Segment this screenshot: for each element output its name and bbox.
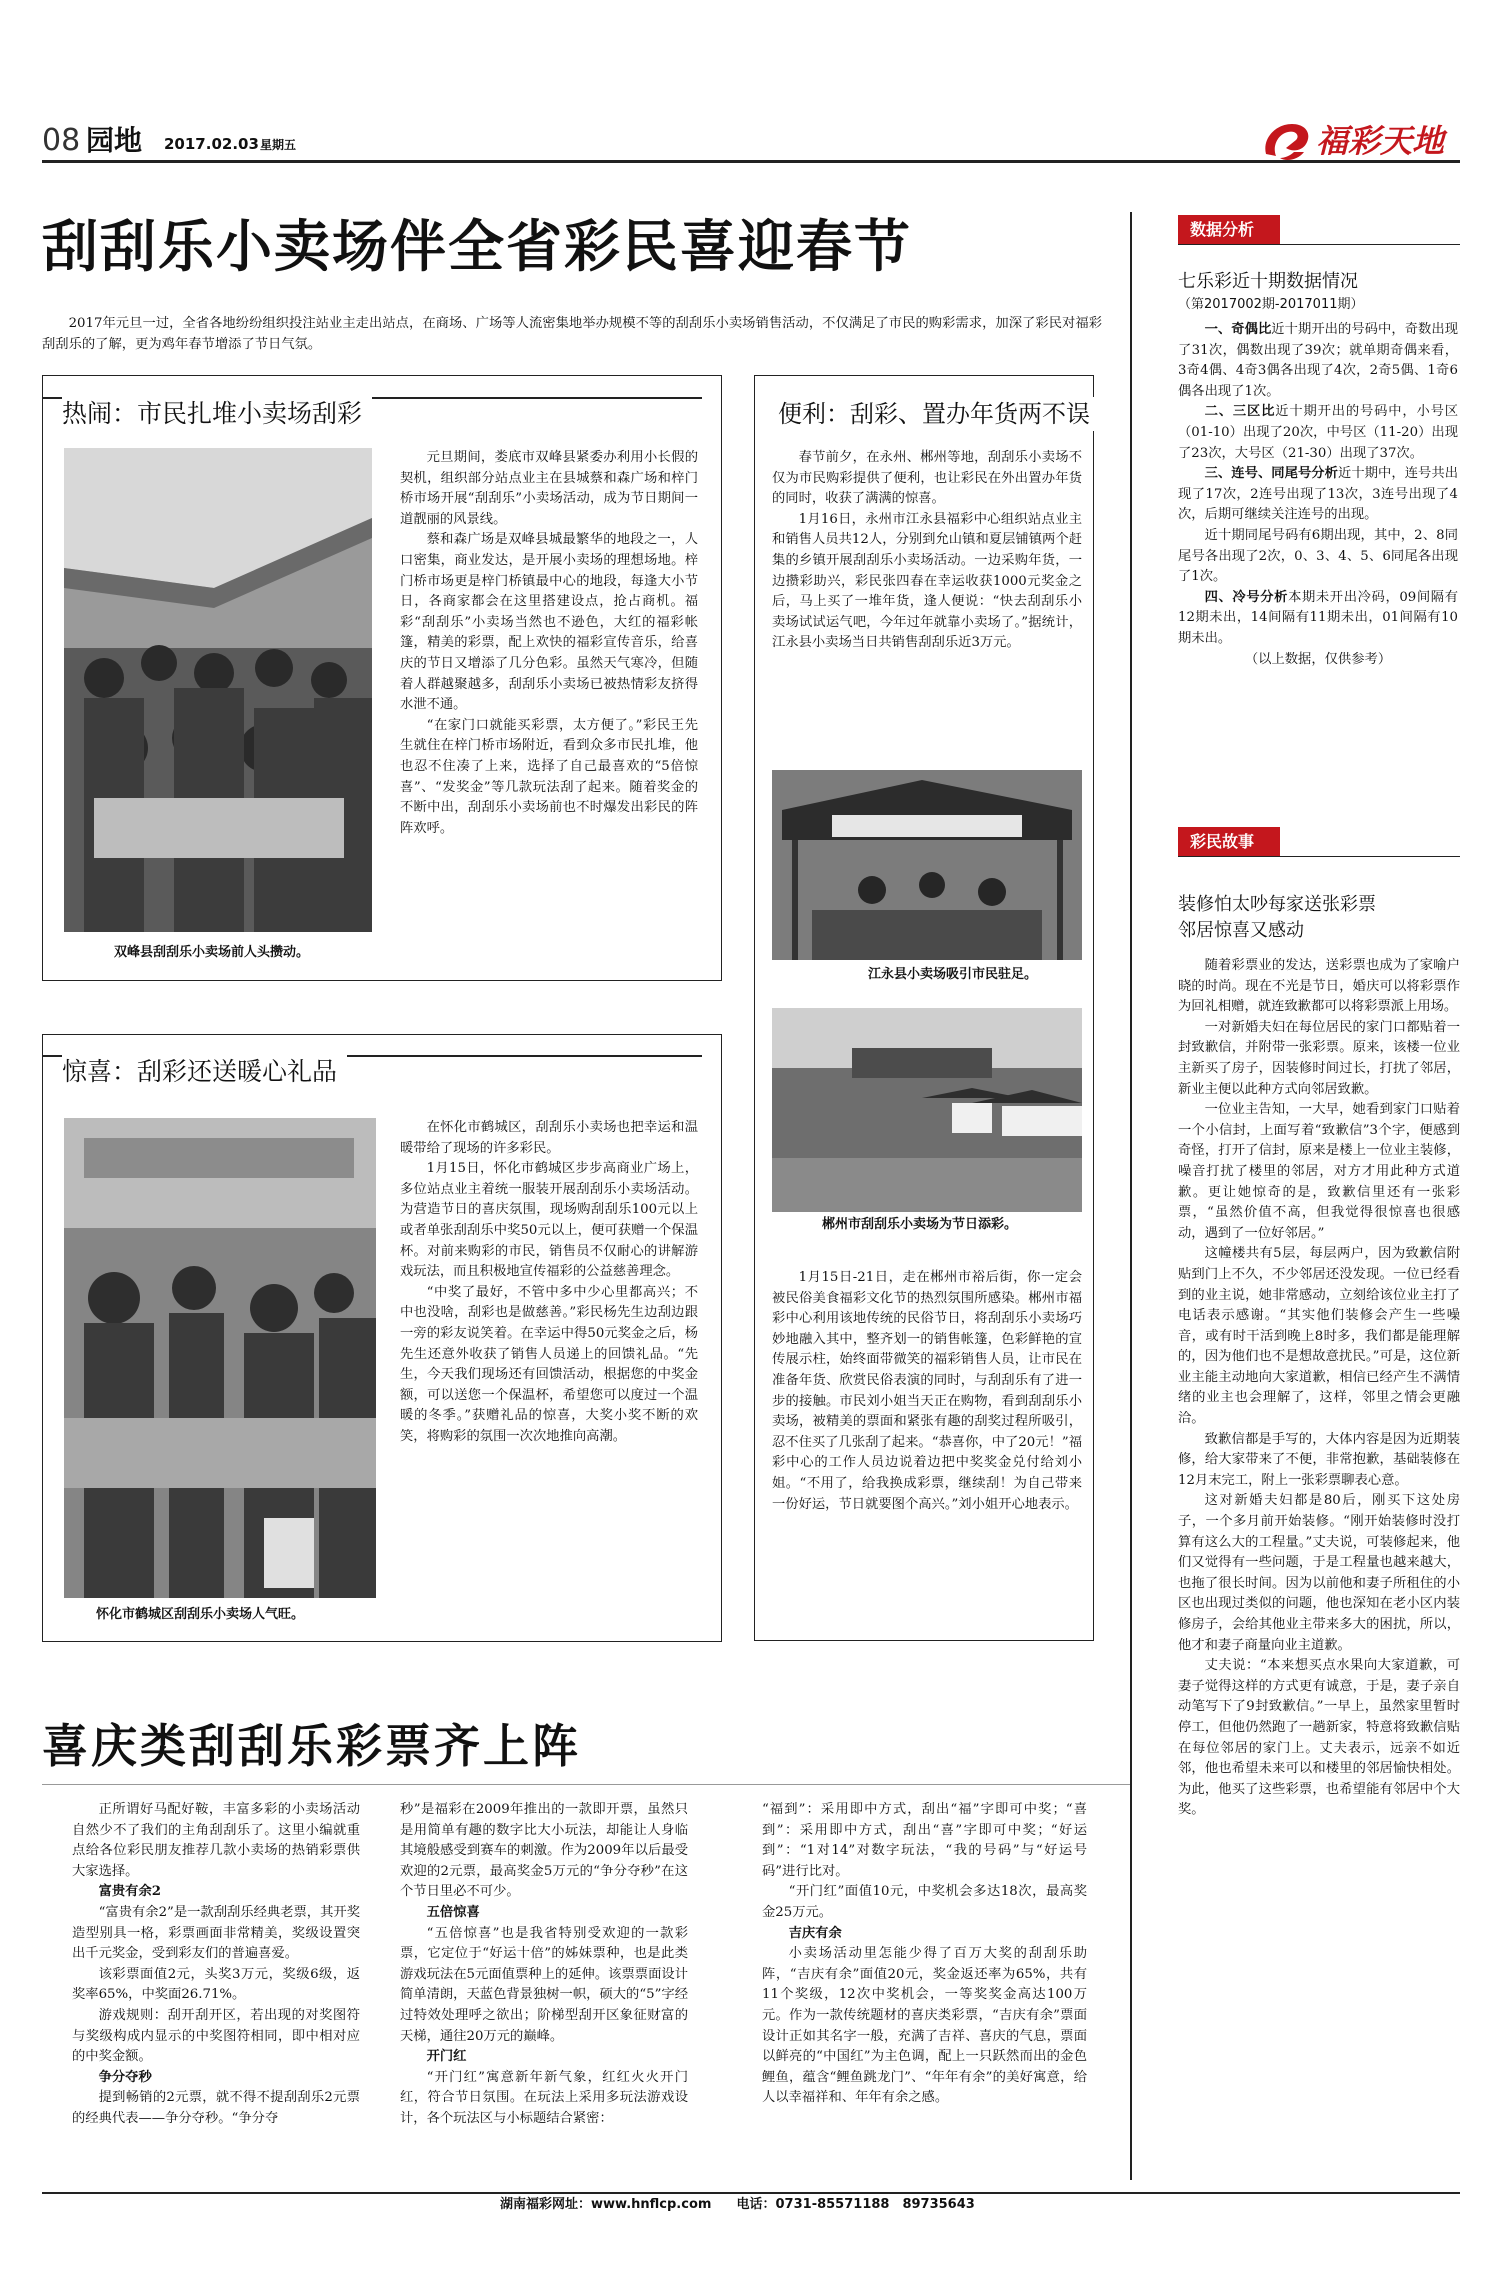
- footer-site-label: 湖南福彩网址：: [500, 2197, 592, 2212]
- caption-huaihua: 怀化市鹤城区刮刮乐小卖场人气旺。: [96, 1607, 305, 1622]
- story-para: 一对新婚夫妇在每位居民的家门口都贴着一封致歉信，并附带一张彩票。原来，该楼一位业主新买了房子，因装修时间过长，打扰了邻居，新业主便以此种方式向邻居致歉。: [1178, 1019, 1460, 1097]
- stat-item: [1178, 402, 1458, 464]
- footer-rule: [42, 2192, 1460, 2194]
- stat-item: [1178, 320, 1458, 402]
- caption-shuangfeng: 双峰县刮刮乐小卖场前人头攒动。: [114, 945, 310, 960]
- story-para: 这幢楼共有5层，每层两户，因为致歉信附贴到门上不久，不少邻居还没发现。一位已经看到的业主说，她非常感动，立刻给该位业主打了电话表示感谢。“其实他们装修会产生一些噪音，或有时干活到晚上8时多，我们都是能理解的，因为他们也不是想故意扰民。”可是，这位新业主能主动地向大家道歉，相信已经产生不满情绪的业主也会理解了，这样，邻里之情会更融洽。: [1178, 1246, 1460, 1427]
- weekday: 星期五: [260, 138, 297, 152]
- photo-huaihua-stall: [64, 1118, 376, 1598]
- box1-text: [400, 448, 698, 956]
- stat-key: 二、三区比: [1204, 404, 1276, 420]
- ticket-name: 争分夺秒: [98, 2069, 152, 2085]
- data-stats: [1178, 320, 1458, 794]
- bottom-para: “开门红”寓意新年新气象，红红火火开门红，符合节日氛围。在玩法上采用多玩法游戏设计，各个玩法区与小标题结合紧密：: [400, 2069, 688, 2126]
- bottom-para: 提到畅销的2元票，就不得不提刮刮乐2元票的经典代表——争分夺秒。“争分夺: [72, 2090, 360, 2126]
- stat-key: 一、奇偶比: [1204, 322, 1272, 337]
- story-para: 致歉信都是手写的，大体内容是因为近期装修，给大家带来了不便，非常抱歉，基础装修在12月末完工，附上一张彩票聊表心意。: [1178, 1431, 1460, 1488]
- headline2-rule: [42, 1784, 1130, 1785]
- story-para: 一位业主告知，一大早，她看到家门口贴着一个小信封，上面写着“致歉信”3个字，便感到奇怪，打开了信封，原来是楼上一位业主装修，噪音打扰了楼里的邻居，对方才用此种方式道歉。更让她惊奇的是，致歉信里还有一张彩票，“虽然价值不高，但我觉得很惊喜也很感动，遇到了一位好邻居。”: [1178, 1102, 1460, 1241]
- caption-jiangyong: 江永县小卖场吸引市民驻足。: [868, 967, 1038, 982]
- tab-underline: [1178, 244, 1460, 245]
- tab-underline: [1178, 856, 1460, 857]
- bottom-para: 秒”是福彩在2009年推出的一款即开票，虽然只是用简单有趣的数字比大小玩法，却能让人身临其境般感受到赛车的刺激。作为2009年以后最受欢迎的2元票，最高奖金5万元的“争分夺秒”在这个节日里必不可少。: [400, 1802, 688, 1900]
- bottom-para: 该彩票面值2元，头奖3万元，奖级6级，返奖率65%，中奖面26.71%。: [72, 1966, 360, 2003]
- stat-value: 近十期同尾号码有6期出现，其中，2、8同尾号各出现了2次，0、3、4、5、6同尾各出现了1次。: [1178, 527, 1458, 585]
- box2-text-b: [772, 1268, 1082, 1624]
- bottom-para: “开门红”面值10元，中奖机会多达18次，最高奖金25万元。: [762, 1884, 1087, 1920]
- footer-site: www.hnflcp.com: [591, 2197, 712, 2212]
- second-headline: 喜庆类刮刮乐彩票齐上阵: [42, 1719, 581, 1773]
- lead-text: 2017年元旦一过，全省各地纷纷组织投注站业主走出站点，在商场、广场等人流密集地举办规模不等的刮刮乐小卖场销售活动，不仅满足了市民的购彩需求，加深了彩民对福彩刮刮乐的了解，更为鸡年春节增添了节日气氛。: [42, 316, 1102, 352]
- stat-item: [1178, 588, 1458, 650]
- bottom-para: “富贵有余2”是一款刮刮乐经典老票，其开奖造型别具一格，彩票画面非常精美，奖级设置突出千元奖金，受到彩友们的普遍喜爱。: [72, 1904, 360, 1962]
- stat-item: [1178, 464, 1458, 526]
- bottom-column-2: [400, 1800, 688, 2182]
- lottery-logo-icon: [1258, 118, 1314, 164]
- lead-paragraph: [42, 313, 1102, 357]
- story-text: [1178, 956, 1460, 2182]
- box1-para: 蔡和森广场是双峰县城最繁华的地段之一，人口密集，商业发达，是开展小卖场的理想场地。梓门桥市场更是梓门桥镇最中心的地段，每逢大小节日，各商家都会在这里搭建设点，抢占商机。福彩“刮刮乐”小卖场当然也不逊色，大红的福彩帐篷，精美的彩票，配上欢快的福彩宣传音乐，给喜庆的节日又增添了几分色彩。虽然天气寒冷，但随着人群越聚越多，刮刮乐小卖场已被热情彩友挤得水泄不通。: [400, 532, 698, 713]
- footer: [500, 2196, 975, 2214]
- story-para: 这对新婚夫妇都是80后，刚买下这处房子，一个多月前开始装修。“刚开始装修时没打算有这么大的工程量。”丈夫说，可装修起来，他们又觉得有一些问题，于是工程量也越来越大，也拖了很长时间。因为以前他和妻子所租住的小区也出现过类似的问题，他也深知在老小区内装修房子，会给其他业主带来多大的困扰，所以，他才和妻子商量向业主道歉。: [1178, 1493, 1460, 1653]
- stat-key: 四、冷号分析: [1204, 589, 1289, 605]
- box3-para: “中奖了最好，不管中多中少心里都高兴；不中也没啥，刮彩也是做慈善。”彩民杨先生边刮边跟一旁的彩友说笑着。在幸运中得50元奖金之后，杨先生还意外收获了销售人员递上的回馈礼品。“先生，今天我们现场还有回馈活动，根据您的中奖金额，可以送您一个保温杯，希望您可以度过一个温暖的冬季。”获赠礼品的惊喜，大奖小奖不断的欢笑，将购彩的氛围一次次地推向高潮。: [400, 1284, 698, 1444]
- main-headline: 刮刮乐小卖场伴全省彩民喜迎春节: [42, 215, 912, 280]
- box3-para: 在怀化市鹤城区，刮刮乐小卖场也把幸运和温暖带给了现场的许多彩民。: [400, 1120, 698, 1156]
- logo-text: 福彩天地: [1316, 122, 1445, 160]
- bottom-para: “福到”：采用即中方式，刮出“福”字即可中奖；“喜到”：采用即中方式，刮出“喜”字即可中奖；“好运到”：“1对14”对数字玩法，“我的号码”与“好运号码”进行比对。: [762, 1802, 1087, 1879]
- stat-value: 近十期开出的号码中，奇数出现了31次，偶数出现了39次；就单期奇偶来看，3奇4偶、4奇3偶各出现了4次，2奇5偶、1奇6偶各出现了1次。: [1178, 322, 1458, 399]
- box2-para: 1月16日，永州市江永县福彩中心组织站点业主和销售人员共12人，分别到允山镇和夏层铺镇两个赶集的乡镇开展刮刮乐小卖场活动。一边采购年货，一边攒彩助兴，彩民张四春在幸运收获1000元奖金之后，马上买了一堆年货，逢人便说：“快去刮刮乐小卖场试试运气吧，今年过年就靠小卖场了。”据统计，江永县小卖场当日共销售刮刮乐近3万元。: [772, 511, 1082, 651]
- stat-value: 近十期开出的号码中，小号区（01-10）出现了20次，中号区（11-20）出现了23次，大号区（21-30）出现了37次。: [1178, 404, 1458, 461]
- ticket-name: 五倍惊喜: [426, 1904, 480, 1920]
- story-para: 丈夫说：“本来想买点水果向大家道歉，可妻子觉得这样的方式更有诚意，于是，妻子亲自动笔写下了9封致歉信。”一早上，虽然家里暂时停工，但他仍然跑了一趟新家，特意将致歉信贴在每位邻居的家门上。丈夫表示，远亲不如近邻，他也希望未来可以和楼里的邻居愉快相处。为此，他买了这些彩票，也希望能有邻居中个大奖。: [1178, 1658, 1460, 1818]
- stat-value: 近十期中，连号共出现了17次，2连号出现了13次，3连号出现了4次，后期可继续关注连号的出现。: [1178, 466, 1458, 523]
- box1-para: 元旦期间，娄底市双峰县紧委办利用小长假的契机，组织部分站点业主在县城蔡和森广场和梓门桥市场开展“刮刮乐”小卖场活动，成为节日期间一道靓丽的风景线。: [400, 450, 698, 527]
- box1-para: “在家门口就能买彩票，太方便了。”彩民王先生就住在梓门桥市场附近，看到众多市民扎堆，他也忍不住凑了上来，选择了自己最喜欢的“5倍惊喜”、“发奖金”等几款玩法刮了起来。随着奖金的不断中出，刮刮乐小卖场前也不时爆发出彩民的阵阵欢呼。: [400, 717, 698, 836]
- story-title-2: 邻居惊喜又感动: [1178, 920, 1304, 941]
- bottom-para: “五倍惊喜”也是我省特别受欢迎的一款彩票，它定位于“好运十倍”的姊妹票种，也是此类游戏玩法在5元面值票种上的延伸。该票票面设计简单清朗，天蓝色背景独树一帜，硕大的“5”字经过特效处理呼之欲出；阶梯型刮开区象征财富的天梯，通往20万元的巅峰。: [400, 1925, 688, 2044]
- photo-chenzhou-street: [772, 1008, 1082, 1212]
- stat-key: 三、连号、同尾号分析: [1204, 466, 1338, 482]
- box3-para: 1月15日，怀化市鹤城区步步高商业广场上，多位站点业主着统一服装开展刮刮乐小卖场活动。为营造节日的喜庆氛围，现场购刮刮乐100元以上或者单张刮刮乐中奖50元以上，便可获赠一个保温杯。对前来购彩的市民，销售员不仅耐心的讲解游戏玩法，而且积极地宣传福彩的公益慈善理念。: [400, 1161, 698, 1280]
- story-para: 随着彩票业的发达，送彩票也成为了家喻户晓的时尚。现在不光是节日，婚庆可以将彩票作为回礼相赠，就连致歉都可以将彩票派上用场。: [1178, 958, 1460, 1015]
- tab-data-analysis: 数据分析: [1178, 215, 1280, 244]
- bottom-para: 小卖场活动里怎能少得了百万大奖的刮刮乐助阵，“吉庆有余”面值20元，奖金返还率为65%，共有11个奖级，12次中奖机会，一等奖奖金高达100万元。作为一款传统题材的喜庆类彩票，“吉庆有余”票面设计正如其名字一般，充满了吉祥、喜庆的气息，票面以鲜亮的“中国红”为主色调，配上一只跃然而出的金色鲤鱼，蕴含“鲤鱼跳龙门”、“年年有余”的美好寓意，给人以幸福祥和、年年有余之感。: [762, 1946, 1087, 2106]
- bottom-column-1: [72, 1800, 360, 2182]
- bottom-para: 游戏规则：刮开刮开区，若出现的对奖图符与奖级构成内显示的中奖图符相同，即中相对应的中奖金额。: [72, 2007, 360, 2065]
- stat-item: [1178, 526, 1458, 588]
- ticket-name: 开门红: [426, 2049, 467, 2065]
- photo-jiangyong-tent: [772, 770, 1082, 960]
- story-title-1: 装修怕太吵每家送张彩票: [1178, 894, 1376, 915]
- header-rule: [42, 160, 1460, 163]
- ticket-name: 富贵有余2: [98, 1884, 162, 1900]
- column-divider: [1130, 212, 1132, 2180]
- caption-chenzhou: 郴州市刮刮乐小卖场为节日添彩。: [822, 1217, 1018, 1232]
- box2-para: 春节前夕，在永州、郴州等地，刮刮乐小卖场不仅为市民购彩提供了便利，也让彩民在外出置办年货的同时，收获了满满的惊喜。: [772, 450, 1082, 507]
- footer-tel: 0731-85571188 89735643: [775, 2197, 975, 2212]
- box-title-renao: 热闹：市民扎堆小卖场刮彩: [62, 397, 372, 431]
- stat-value: 本期未开出冷码，09间隔有12期未出，14间隔有11期未出，01间隔有10期未出。: [1178, 589, 1458, 646]
- footer-tel-label: 电话：: [736, 2197, 776, 2212]
- box-title-jingxi: 惊喜：刮彩还送暖心礼品: [62, 1055, 347, 1089]
- box-title-bianli: 便利：刮彩、置办年货两不误: [770, 397, 1098, 431]
- bottom-column-3: [762, 1800, 1087, 2182]
- photo-shuangfeng-crowd: [64, 448, 372, 932]
- data-note: （以上数据，仅供参考）: [1244, 651, 1392, 667]
- page-number: 08: [42, 123, 81, 158]
- data-title: 七乐彩近十期数据情况: [1178, 271, 1358, 292]
- bottom-para: 正所谓好马配好鞍，丰富多彩的小卖场活动自然少不了我们的主角刮刮乐了。这里小编就重点给各位彩民朋友推荐几款小卖场的热销彩票供大家选择。: [72, 1802, 360, 1879]
- brand-logo: [1258, 118, 1458, 164]
- ticket-name: 吉庆有余: [788, 1925, 842, 1941]
- box3-text: [400, 1118, 698, 1628]
- issue-date: 2017.02.03: [164, 135, 259, 153]
- tab-lottery-stories: 彩民故事: [1178, 827, 1280, 856]
- box2-para: 1月15日-21日，走在郴州市裕后街，你一定会被民俗美食福彩文化节的热烈氛围所感染。郴州市福彩中心利用该地传统的民俗节日，将刮刮乐小卖场巧妙地融入其中，整齐划一的销售帐篷，色彩鲜艳的宣传展示柱，始终面带微笑的福彩销售人员，让市民在准备年货、欣赏民俗表演的同时，与刮刮乐有了进一步的接触。市民刘小姐当天正在购物，看到刮刮乐小卖场，被精美的票面和紧张有趣的刮奖过程所吸引，忍不住买了几张刮了起来。“恭喜你，中了20元！”福彩中心的工作人员边说着边把中奖奖金兑付给刘小姐。“不用了，给我换成彩票，继续刮！为自己带来一份好运，节日就要图个高兴。”刘小姐开心地表示。: [772, 1270, 1082, 1512]
- data-range: （第2017002期-2017011期）: [1178, 297, 1364, 312]
- box2-text-a: [772, 448, 1082, 744]
- section-name: 园地: [86, 124, 143, 157]
